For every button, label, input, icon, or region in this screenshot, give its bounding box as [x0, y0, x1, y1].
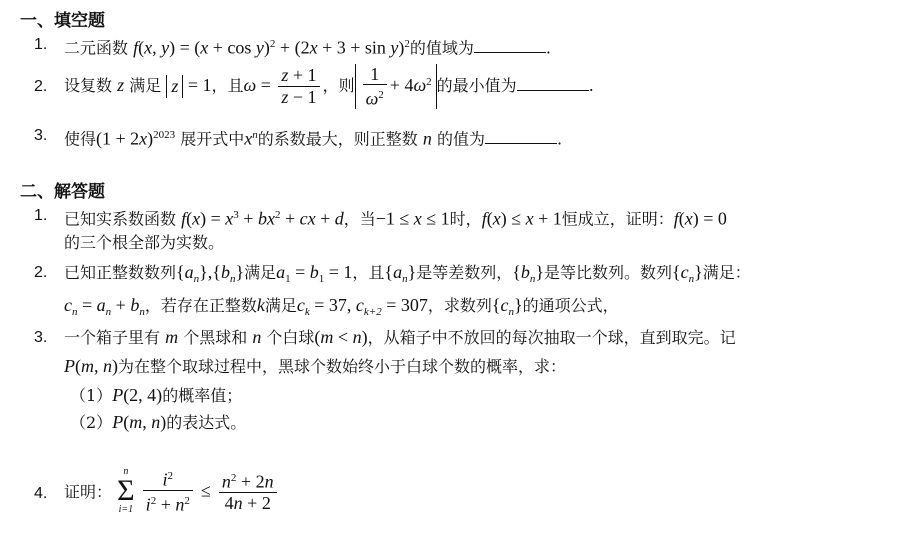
solve-question-1-line2: 的三个根全部为实数。: [64, 233, 225, 252]
solve-question-3-line1: 一个箱子里有 m 个黑球和 n 个白球(m < n)，从箱子中不放回的每次抽取一个球，直到取完。记: [64, 327, 736, 347]
solve-question-2-line2: $c_n = a_n + b_n$，若存在正整数k满足$c_k = 37$, $c_{k+2} = 307$，求数列$\{c_n\}$的通项公式，: [64, 295, 619, 319]
solve-question-1-line1: 已知实系数函数 $f(x) = x^3 + bx^2$ + cx + d，当−1 ≤ x ≤ 1时，f(x) ≤ x + 1恒成立，证明：f(x) = 0: [64, 208, 727, 229]
question-number: 1.: [34, 207, 48, 224]
question-number: 4.: [34, 485, 48, 502]
question-number: 1.: [34, 36, 48, 53]
section-title-solve: 二、解答题: [20, 182, 105, 202]
solve-question-4: 证明： n Σ i=1 $\frac{i^2}{i^2 + n^2}$ ≤ $\frac{n^2 + 2n}{4n + 2}$: [64, 466, 280, 516]
fill-question-1: 二元函数 f(x, $y) = (x + \cos y)^2 + (2x + 3 + \sin y)^2$的值域为 .: [64, 37, 551, 58]
answer-blank: [517, 74, 589, 91]
question-number: 3.: [34, 127, 48, 144]
solve-question-2-line1: 已知正整数数列$\{a_n\},\{b_n\}$满足$a_1 = b_1 = 1$，且$\{a_n\}$是等差数列，$\{b_n\}$是等比数列。数列$\{c_n\}$满足：: [64, 262, 751, 286]
question-number: 3.: [34, 329, 48, 346]
answer-blank: [485, 127, 557, 144]
answer-blank: [474, 36, 546, 53]
solve-question-3-line2: P(m, n)为在整个取球过程中，黑球个数始终小于白球个数的概率，求：: [64, 356, 567, 376]
section-title-fill: 一、填空题: [20, 11, 105, 31]
question-number: 2.: [34, 264, 48, 281]
question-number: 2.: [34, 78, 48, 95]
solve-question-3-part1: （1）P(2, 4)的概率值；: [70, 385, 243, 405]
summation-symbol: n Σ i=1: [117, 465, 135, 515]
fill-question-2: 设复数 z 满足 z = 1，且ω = $\frac{z + 1}{z - 1}$ ，则 $\frac{1}{\omega^2}$ + $4\omega^2$ 的最小值为 .: [64, 64, 594, 109]
solve-question-3-part2: （2）P(m, n)的表达式。: [70, 412, 247, 432]
fill-question-3: 使得$(1 + 2x)^{2023}$ 展开式中$x^n$的系数最大，则正整数 n 的值为 .: [64, 128, 563, 149]
